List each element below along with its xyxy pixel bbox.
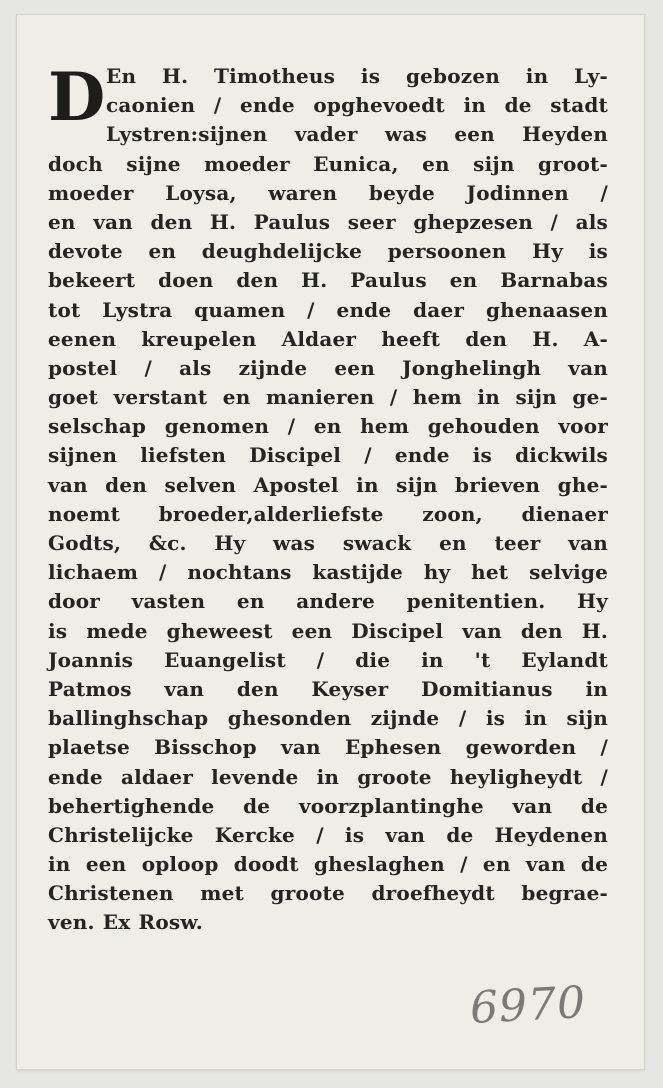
text-line: tot Lystra quamen / ende daer ghenaasen	[48, 297, 608, 322]
text-line: caonien / ende opghevoedt in de stadt	[106, 93, 608, 118]
text-line: Joannis Euangelist / die in 't Eylandt	[48, 647, 608, 672]
text-line: noemt broeder,alderliefste zoon, dienaer	[48, 501, 608, 526]
text-line: goet verstant en manieren / hem in sijn ge-	[48, 385, 608, 410]
drop-cap-initial: D	[48, 58, 106, 136]
text-line: eenen kreupelen Aldaer heeft den H. A-	[48, 326, 608, 351]
handwritten-catalog-number: 6970	[468, 976, 588, 1035]
text-line: postel / als zijnde een Jonghelingh van	[48, 355, 608, 380]
text-line: Godts, &c. Hy was swack en teer van	[48, 531, 608, 555]
text-line: van den selven Apostel in sijn brieven ghe-	[48, 472, 608, 497]
text-line: Christenen met groote droefheydt begrae-	[48, 881, 608, 906]
text-line: sijnen liefsten Discipel / ende is dickwils	[48, 443, 608, 468]
text-line: is mede gheweest een Discipel van den H.	[48, 618, 608, 643]
text-line: bekeert doen den H. Paulus en Barnabas	[48, 268, 608, 293]
text-line: en van den H. Paulus seer ghepzesen / als	[48, 209, 608, 234]
text-line: moeder Loysa, waren beyde Jodinnen /	[48, 180, 608, 205]
text-line: door vasten en andere penitentien. Hy	[48, 589, 608, 614]
text-line: plaetse Bisschop van Ephesen geworden /	[48, 735, 608, 760]
text-line: behertighende de voorzplantinghe van de	[48, 793, 608, 818]
body-text	[48, 58, 608, 938]
text-line: Patmos van den Keyser Domitianus in	[48, 676, 608, 701]
text-line: Lystren:sijnen vader was een Heyden	[106, 122, 608, 147]
text-line: ven. Ex Rosw.	[48, 910, 203, 935]
text-line: En H. Timotheus is gebozen in Ly-	[106, 64, 608, 88]
text-line: lichaem / nochtans kastijde hy het selvige	[48, 560, 608, 585]
text-line: selschap genomen / en hem gehouden voor	[48, 414, 608, 439]
text-line: ende aldaer levende in groote heyligheydt /	[48, 764, 608, 789]
text-line: Christelijcke Kercke / is van de Heydenen	[48, 822, 608, 847]
text-line: in een oploop doodt gheslaghen / en van de	[48, 852, 608, 877]
text-line: doch sijne moeder Eunica, en sijn groot-	[48, 151, 608, 176]
text-line: devote en deughdelijcke persoonen Hy is	[48, 239, 608, 264]
text-line: ballinghschap ghesonden zijnde / is in sijn	[48, 706, 608, 731]
